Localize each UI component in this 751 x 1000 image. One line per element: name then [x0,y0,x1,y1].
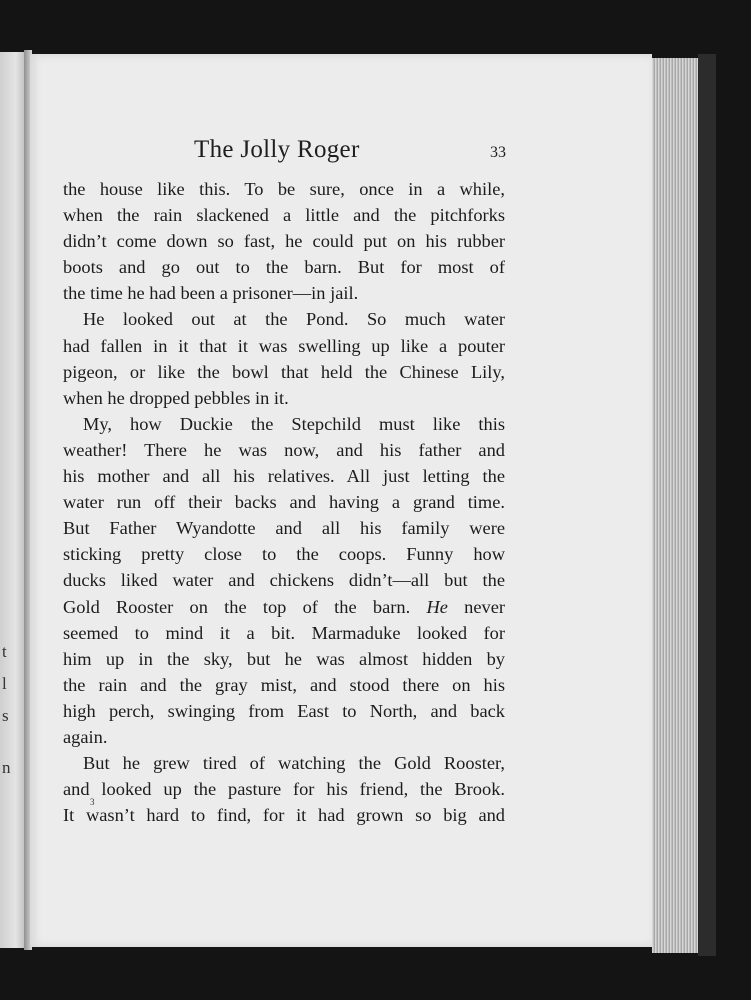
facing-page-fragment: s [2,706,9,725]
running-header [190,136,512,166]
text-segment: Gold Rooster on the top of the barn. [63,596,411,617]
text-line: and looked up the pasture for his friend, the Brook. [63,779,505,800]
page-block-fore-edge [652,58,701,953]
paragraph-start-line: He looked out at the Pond. So much water [83,309,505,330]
text-line: the rain and the gray mist, and stood there on his [63,674,505,695]
text-line: high perch, swinging from East to North, and back [63,700,505,721]
paragraph-start-line: But he grew tired of watching the Gold Rooster, [83,753,505,774]
book-cover-edge [698,54,716,956]
facing-page-fragment: n [2,758,11,777]
text-line: again. [63,726,108,747]
text-line: the time he had been a prisoner—in jail. [63,283,359,304]
text-line: weather! There he was now, and his father and [63,439,505,460]
text-line: sticking pretty close to the coops. Funny how [63,544,505,565]
text-line: when the rain slackened a little and the pitchforks [63,205,505,226]
signature-mark: 3 [90,797,95,807]
page-number: 33 [490,144,506,161]
text-line: But Father Wyandotte and all his family were [63,518,505,539]
text-line: had fallen in it that it was swelling up like a pouter [63,335,505,356]
text-line: ducks liked water and chickens didn’t—all but the [63,570,505,591]
text-line-with-emphasis [63,594,505,620]
facing-page-fragment: l [2,674,7,693]
text-line: seemed to mind it a bit. Marmaduke looked for [63,622,505,643]
text-line: It wasn’t hard to find, for it had grown so big and [63,805,505,826]
text-line: him up in the sky, but he was almost hidden by [63,648,505,669]
text-line: the house like this. To be sure, once in a while, [63,179,505,199]
text-line: didn’t come down so fast, he could put on his rubber [63,231,505,252]
text-segment: never [464,596,505,617]
emphasized-word: He [426,596,448,617]
page-body-text [63,176,505,828]
text-line: water run off their backs and having a grand time. [63,492,505,513]
paragraph-start-line: My, how Duckie the Stepchild must like this [83,413,505,434]
text-line: his mother and all his relatives. All just letting the [63,466,505,487]
facing-page-edge [0,52,26,948]
facing-page-fragment: t [2,642,7,661]
running-title: The Jolly Roger [194,136,360,163]
text-line: pigeon, or like the bowl that held the Chinese Lily, [63,361,505,382]
text-line: when he dropped pebbles in it. [63,387,289,408]
text-line: boots and go out to the barn. But for most of [63,257,505,278]
